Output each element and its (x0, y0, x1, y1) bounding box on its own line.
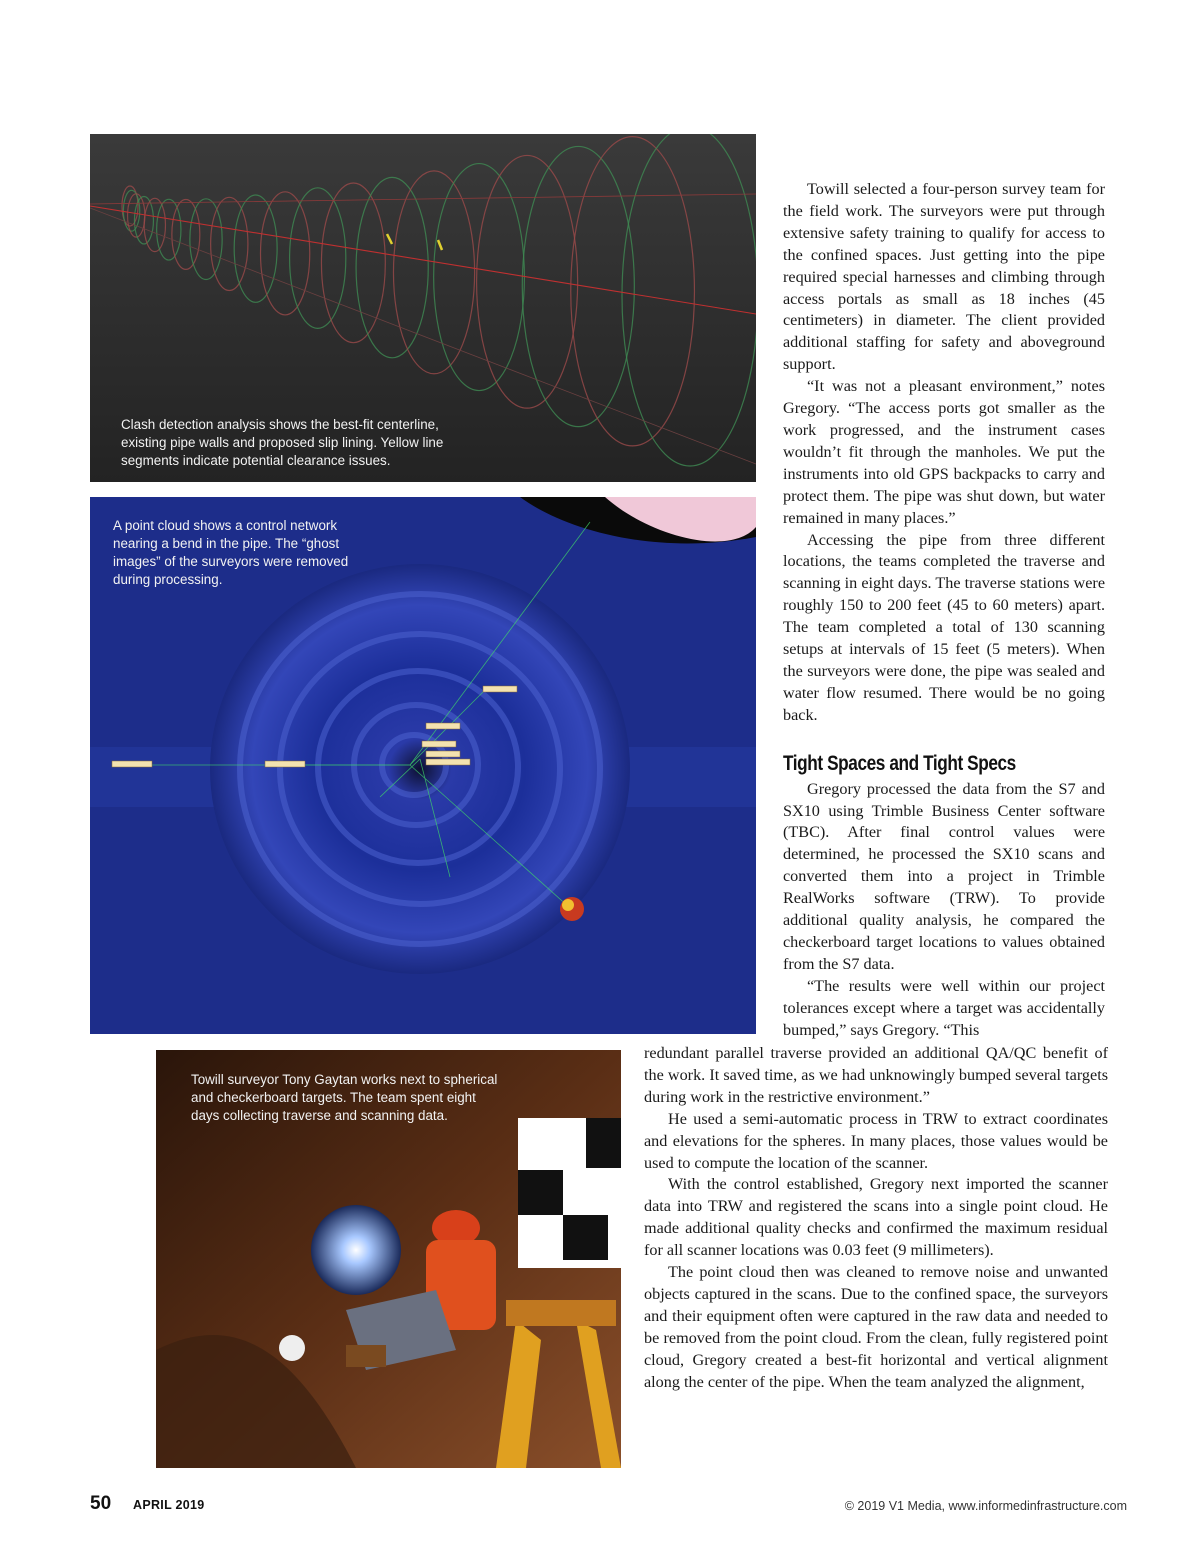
point-cloud-caption: A point cloud shows a control network nearing a bend in the pipe. The “ghost images” of the surveyors were removed during processing. (113, 518, 349, 587)
article-column-bottom (644, 1043, 1108, 1394)
section-heading: Tight Spaces and Tight Specs (783, 751, 1016, 775)
article-paragraph: “The results were well within our project tolerances except where a target was accidentally bumped,” says Gregory. “This (783, 976, 1105, 1039)
copyright-credit: © 2019 V1 Media, www.informedinfrastructure.com (844, 1499, 1127, 1513)
point-cloud-figure (90, 497, 756, 1034)
article-paragraph: Towill selected a four-person survey team for the field work. The surveyors were put through extensive safety training to qualify for access to the confined spaces. Just getting into the pipe required special harnesses and climbing through access portals as small as 18 inches (45 centimeters) in diameter. The client provided additional staffing for safety and aboveground support. (783, 180, 1105, 374)
page-number: 50 (90, 1493, 112, 1514)
article-paragraph: He used a semi-automatic process in TRW to extract coordinates and elevations for the spheres. In many places, those values would be used to compute the location of the scanner. (644, 1109, 1108, 1172)
article-paragraph: “It was not a pleasant environment,” notes Gregory. “The access ports got smaller as the work progressed, and the instrument cases wouldn’t fit through the manholes. We put the instruments into old GPS backpacks to carry and protect them. The pipe was shut down, but water remained in many places.” (783, 377, 1105, 527)
surveyor-photo (156, 1050, 621, 1468)
article-column-top (783, 179, 1105, 1042)
article-paragraph: The point cloud then was cleaned to remove noise and unwanted objects captured in the scans. Due to the confined space, the surveyors and their equipment often were captured in the raw data and needed to be removed from the point cloud. From the clean, fully registered point cloud, Gregory created a best-fit horizontal and vertical alignment along the center of the pipe. When the team analyzed the alignment, (644, 1263, 1108, 1391)
article-paragraph: Accessing the pipe from three different locations, the teams completed the traverse and scanning in eight days. The traverse stations were roughly 150 to 200 feet (45 to 60 meters) apart. The team completed a total of 130 scanning setups at intervals of 15 feet (5 meters). When the surveyors were done, the pipe was sealed and water flow resumed. There would be no going back. (783, 530, 1105, 724)
clash-detection-figure (90, 134, 756, 482)
clash-detection-caption: Clash detection analysis shows the best-fit centerline, existing pipe walls and proposed slip lining. Yellow line segments indicate potential clearance issues. (121, 417, 444, 468)
article-paragraph: redundant parallel traverse provided an additional QA/QC benefit of the work. It saved time, as we had unknowingly bumped several targets during work in the restrictive environment.” (644, 1044, 1108, 1106)
article-paragraph: Gregory processed the data from the S7 and SX10 using Trimble Business Center software (TBC). After final control values were determined, he processed the SX10 scans and converted them into a project in Trimble RealWorks software (TRW). To provide additional quality analysis, he compared the checkerboard target locations to values obtained from the S7 data. (783, 779, 1105, 973)
surveyor-photo-caption: Towill surveyor Tony Gaytan works next to spherical and checkerboard targets. The team spent eight days collecting traverse and scanning data. (191, 1072, 498, 1123)
issue-date: APRIL 2019 (133, 1498, 205, 1512)
article-paragraph: With the control established, Gregory next imported the scanner data into TRW and registered the scans into a single point cloud. He made additional quality checks and confirmed the maximum residual for all scanner locations was 0.03 feet (9 millimeters). (644, 1175, 1108, 1260)
